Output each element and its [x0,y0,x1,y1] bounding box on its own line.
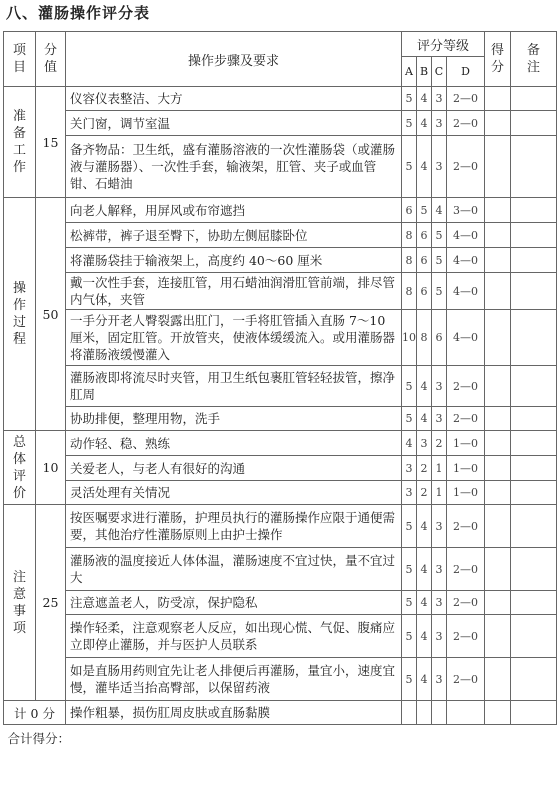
grade-a-value: 5 [402,87,417,111]
section-name-prep: 准 备 工 作 [4,87,36,198]
section-score: 50 [36,198,66,431]
got-score-cell [485,481,511,505]
table-row [4,136,557,198]
grade-d-value: 4—0 [447,310,485,366]
got-score-cell [485,310,511,366]
step-text: 操作轻柔，注意观察老人反应，如出现心慌、气促、腹痛应立即停止灌肠，并与医护人员联系 [66,615,402,658]
grade-d-value: 4—0 [447,248,485,273]
step-text: 关爱老人，与老人有很好的沟通 [66,456,402,481]
table-row [4,591,557,615]
grade-b-value: 8 [417,310,432,366]
grade-d-value: 2—0 [447,136,485,198]
grade-b-value: 3 [417,431,432,456]
note-cell [511,548,557,591]
grade-b-value: 4 [417,87,432,111]
got-score-cell [485,615,511,658]
step-text: 戴一次性手套，连接肛管，用石蜡油润滑肛管前端，排尽管内气体，夹管 [66,273,402,310]
grade-a-value: 5 [402,505,417,548]
note-cell [511,505,557,548]
zero-label: 计 0 分 [4,701,66,725]
grade-b-value: 6 [417,223,432,248]
grade-d-value: 2—0 [447,366,485,407]
grade-c-value: 3 [432,615,447,658]
step-text: 向老人解释，用屏风或布帘遮挡 [66,198,402,223]
note-cell [511,591,557,615]
step-text: 仪容仪表整洁、大方 [66,87,402,111]
got-score-cell [485,548,511,591]
grade-a-value: 8 [402,223,417,248]
grade-a-value: 3 [402,481,417,505]
grade-a-value: 5 [402,136,417,198]
step-text: 备齐物品：卫生纸，盛有灌肠溶液的一次性灌肠袋（或灌肠液与灌肠器）、一次性手套，输液架，肛管、夹子或血管钳、石蜡油 [66,136,402,198]
grade-b-value: 4 [417,615,432,658]
grade-c-value: 2 [432,431,447,456]
grade-c-value: 1 [432,481,447,505]
grade-a-value: 4 [402,431,417,456]
step-text: 灵活处理有关情况 [66,481,402,505]
got-score-cell [485,198,511,223]
grade-d-value: 4—0 [447,273,485,310]
step-text: 协助排便，整理用物，洗手 [66,407,402,431]
grade-c-value: 3 [432,111,447,136]
grade-a-value: 8 [402,273,417,310]
grade-a-value: 5 [402,407,417,431]
scoring-table [3,31,557,752]
grade-a-value: 5 [402,658,417,701]
zero-text: 操作粗暴，损伤肛周皮肤或直肠黏膜 [66,701,402,725]
got-score-cell [485,658,511,701]
note-cell [511,658,557,701]
got-score-cell [485,431,511,456]
table-row [4,111,557,136]
table-row [4,273,557,310]
grade-b-value: 2 [417,481,432,505]
grade-c-value: 3 [432,591,447,615]
grade-a-value: 5 [402,111,417,136]
step-text: 注意遮盖老人，防受凉，保护隐私 [66,591,402,615]
grade-b-value: 2 [417,456,432,481]
got-score-cell [485,273,511,310]
step-text: 按医嘱要求进行灌肠，护理员执行的灌肠操作应限于通便需要，其他治疗性灌肠原则上由护士操作 [66,505,402,548]
got-score-cell [485,87,511,111]
table-row [4,407,557,431]
table-row [4,658,557,701]
grade-b-value: 4 [417,591,432,615]
table-row [4,615,557,658]
grade-b-value: 5 [417,198,432,223]
note-cell [511,481,557,505]
got-score-cell [485,136,511,198]
header-steps: 操作步骤及要求 [66,32,402,87]
grade-a-value: 3 [402,456,417,481]
table-row [4,198,557,223]
grade-c-value: 3 [432,548,447,591]
note-cell [511,456,557,481]
header-grade: 评分等级 [402,32,485,57]
header-got: 得 分 [485,32,511,87]
grade-b-value: 6 [417,248,432,273]
step-text: 灌肠液的温度接近人体体温，灌肠速度不宜过快，量不宜过大 [66,548,402,591]
grade-b-value: 6 [417,273,432,310]
grade-d-value: 2—0 [447,87,485,111]
section-score: 10 [36,431,66,505]
grade-c-value: 6 [432,310,447,366]
table-row [4,248,557,273]
table-row [4,456,557,481]
got-score-cell [485,111,511,136]
grade-d-value: 4—0 [447,223,485,248]
grade-c-value: 3 [432,658,447,701]
note-cell [511,248,557,273]
grade-b-value: 4 [417,111,432,136]
header-score: 分 值 [36,32,66,87]
grade-b-value: 4 [417,548,432,591]
grade-d-value: 1—0 [447,481,485,505]
got-score-cell [485,366,511,407]
got-score-cell [485,407,511,431]
note-cell [511,407,557,431]
section-name-notes: 注 意 事 项 [4,505,36,701]
grade-c-value: 3 [432,366,447,407]
grade-d-value: 2—0 [447,615,485,658]
grade-c-value: 5 [432,273,447,310]
step-text: 动作轻、稳、熟练 [66,431,402,456]
grade-c-value: 3 [432,87,447,111]
step-text: 灌肠液即将流尽时夹管，用卫生纸包裹肛管轻轻拔管，擦净肛周 [66,366,402,407]
note-cell [511,111,557,136]
table-row [4,366,557,407]
note-cell [511,310,557,366]
grade-c-value: 5 [432,223,447,248]
grade-d-value: 3—0 [447,198,485,223]
step-text: 松裤带，裤子退至臀下，协助左侧屈膝卧位 [66,223,402,248]
grade-d-value: 1—0 [447,431,485,456]
grade-c: C [432,57,447,87]
grade-a-value: 5 [402,548,417,591]
grade-b-value: 4 [417,136,432,198]
grade-c-value: 4 [432,198,447,223]
step-text: 关门窗，调节室温 [66,111,402,136]
grade-c-value: 3 [432,505,447,548]
grade-a-value: 5 [402,615,417,658]
note-cell [511,223,557,248]
grade-a-value: 8 [402,248,417,273]
grade-c-value: 3 [432,407,447,431]
note-cell [511,87,557,111]
grade-a-value: 5 [402,366,417,407]
grade-b-value: 4 [417,505,432,548]
note-cell [511,198,557,223]
table-row [4,223,557,248]
grade-d-value: 2—0 [447,548,485,591]
grade-b-value: 4 [417,366,432,407]
table-row [4,505,557,548]
header-note: 备 注 [511,32,557,87]
got-score-cell [485,505,511,548]
note-cell [511,366,557,407]
note-cell [511,615,557,658]
grade-c-value: 1 [432,456,447,481]
got-score-cell [485,456,511,481]
grade-b-value: 4 [417,407,432,431]
header-item: 项 目 [4,32,36,87]
grade-a-value: 10 [402,310,417,366]
table-row [4,87,557,111]
got-score-cell [485,248,511,273]
step-text: 一手分开老人臀裂露出肛门，一手将肛管插入直肠 7～10 厘米，固定肛管。开放管夹，使液体缓缓流入。或用灌肠器将灌肠液缓慢灌入 [66,310,402,366]
grade-d-value: 2—0 [447,505,485,548]
grade-b-value: 4 [417,658,432,701]
table-row [4,310,557,366]
section-score: 25 [36,505,66,701]
note-cell [511,136,557,198]
step-text: 将灌肠袋挂于输液架上，高度约 40～60 厘米 [66,248,402,273]
grade-d: D [447,57,485,87]
grade-c-value: 3 [432,136,447,198]
grade-d-value: 2—0 [447,591,485,615]
table-row [4,548,557,591]
page-title: 八、灌肠操作评分表 [6,4,151,22]
grade-c-value: 5 [432,248,447,273]
grade-d-value: 2—0 [447,658,485,701]
section-name-overall: 总 体 评 价 [4,431,36,505]
grade-d-value: 1—0 [447,456,485,481]
got-score-cell [485,591,511,615]
grade-a-value: 5 [402,591,417,615]
grade-b: B [417,57,432,87]
table-row [4,481,557,505]
section-name-process: 操 作 过 程 [4,198,36,431]
got-score-cell [485,223,511,248]
section-score: 15 [36,87,66,198]
grade-d-value: 2—0 [447,111,485,136]
note-cell [511,273,557,310]
step-text: 如是直肠用药则宜先让老人排便后再灌肠，量宜小，速度宜慢，灌毕适当抬高臀部，以保留药液 [66,658,402,701]
total-score-label: 合计得分： [4,725,557,752]
table-row [4,431,557,456]
grade-d-value: 2—0 [447,407,485,431]
grade-a: A [402,57,417,87]
note-cell [511,431,557,456]
grade-a-value: 6 [402,198,417,223]
